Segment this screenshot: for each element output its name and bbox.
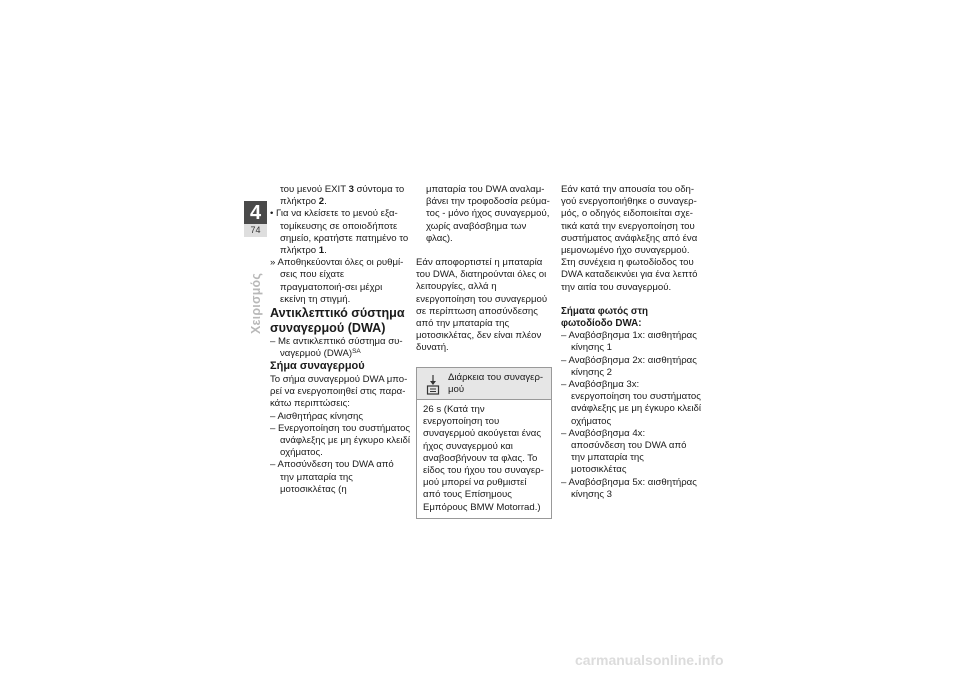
list-item: – Αναβόσβησμα 5x: αισθητήρας κίνησης 3: [561, 476, 697, 500]
bullet-close-menu: • Για να κλείσετε το μενού εξα-τομίκευσης σε οποιοδήποτε σημείο, κρατήστε πατημένο το πλήκτρο 1.: [270, 208, 409, 257]
chapter-number: 4: [249, 202, 262, 224]
spec-box: [416, 367, 552, 519]
heading-alarm-signal: Σήμα συναγερμού: [270, 360, 365, 373]
result-saved: » Αποθηκεύονται όλες οι ρυθμί-σεις που είχατε πραγματοποιή-σει μέχρι εκείνη τη στιγμή.: [270, 257, 404, 305]
chapter-tab: [244, 201, 267, 237]
section-side-title: Χειρισμός: [249, 272, 263, 334]
spec-box-body: 26 s (Κατά την ενεργοποίηση του συναγερμού ακούγεται ένας ήχος συναγερμού και αναβοσβήνουν τα φλας. Το είδος του ήχου του συναγερ-μού μπορεί να ρυθμιστεί από τους Επίσημους Εμπόρους BMW Motorrad.): [423, 404, 544, 513]
battery-paragraph: Εάν αποφορτιστεί η μπαταρία του DWA, διατηρούνται όλες οι λειτουργίες, αλλά η ενεργοποίηση του συναγερμού σε περίπτωση αποσύνδεσης από την μπαταρία της μοτοσικλέτας, δεν είναι πλέον δυνατή.: [416, 257, 548, 354]
dwa-equipment-item: – Με αντικλεπτικό σύστημα συ-ναγερμού (DWA)$^{SA}$: [270, 336, 403, 360]
heading-dwa: Αντικλεπτικό σύστημα συναγερμού (DWA): [270, 306, 405, 336]
alarm-intro: Το σήμα συναγερμού DWA μπο-ρεί να ενεργοποιηθεί στις παρα-κάτω περιπτώσεις:: [270, 373, 408, 410]
list-item: – Αισθητήρας κίνησης: [270, 410, 363, 422]
page-number: 74: [244, 224, 267, 237]
heading-led-signals: Σήματα φωτός στη φωτοδίοδο DWA:: [561, 305, 648, 330]
list-item: – Αποσύνδεση του DWA από την μπαταρία της μοτοσικλέτας (η: [270, 459, 394, 495]
alarm-paragraph: Εάν κατά την απουσία του οδη-γού ενεργοποιήθηκε ο συναγερ-μός, ο οδηγός ειδοποιείται σχε-τικά κατά την ενεργοποίηση του συστήματος ανάφλεξης από ένα μεμονωμένο ήχο συναγερμού. Στη συνέχεια η φωτοδίοδος του DWA καταδεικνύει για ένα λεπτό την αιτία του συναγερμού.: [561, 184, 698, 293]
continued-step: του μενού EXIT 3 σύντομα το πλήκτρο 2.: [280, 184, 405, 208]
list-item: – Αναβόσβησμα 4x: αποσύνδεση του DWA από την μπαταρία της μοτοσικλέτας: [561, 427, 687, 476]
spec-data-icon: [426, 374, 440, 396]
spec-box-title: Διάρκεια του συναγερ-μού: [448, 371, 544, 395]
watermark: carmanualsonline.info: [575, 652, 724, 668]
list-item: – Ενεργοποίηση του συστήματος ανάφλεξης με μη έγκυρο κλειδί οχήματος.: [270, 422, 410, 459]
spec-box-header: [417, 368, 551, 400]
list-item: – Αναβόσβησμα 1x: αισθητήρας κίνησης 1: [561, 330, 697, 354]
column-3: [561, 184, 701, 501]
list-item: – Αναβόσβημα 3x: ενεργοποίηση του συστήματος ανάφλεξης με μη έγκυρο κλειδί οχήματος: [561, 379, 701, 427]
continued-item: μπαταρία του DWA αναλαμ-βάνει την τροφοδοσία ρεύμα-τος - μόνο ήχος συναγερμού, χωρίς αναβόσβημα των φλας).: [426, 184, 550, 244]
column-2: [416, 184, 552, 519]
list-item: – Αναβόσβησμα 2x: αισθητήρας κίνησης 2: [561, 354, 697, 378]
column-1: [270, 184, 410, 496]
